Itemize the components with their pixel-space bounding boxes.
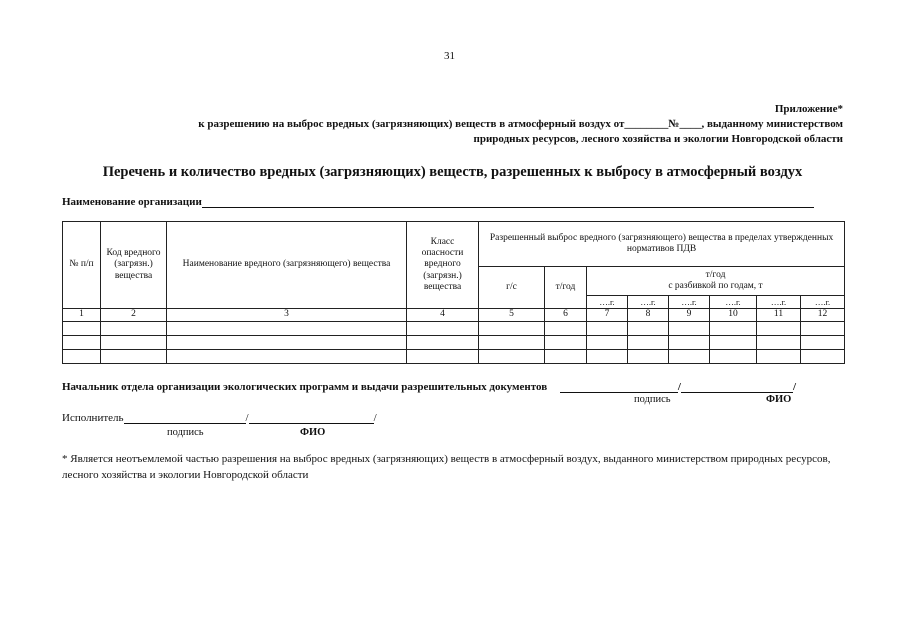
header-grams-per-second: г/с [479, 267, 545, 309]
executor-name-caption: ФИО [300, 427, 326, 438]
department-head-label: Начальник отдела организации экологических программ и выдачи разрешительных документов [62, 381, 548, 393]
column-number: 9 [669, 309, 710, 322]
table-cell[interactable] [628, 336, 669, 350]
header-substance-name: Наименование вредного (загрязняющего) вещества [167, 222, 407, 309]
table-cell[interactable] [167, 322, 407, 336]
department-head-signature-field[interactable] [560, 392, 678, 393]
header-yearly-breakdown [587, 267, 845, 296]
column-number: 11 [757, 309, 801, 322]
table-cell[interactable] [101, 322, 167, 336]
emissions-table [62, 221, 845, 364]
table-cell[interactable] [710, 350, 757, 364]
header-year-3: ….г. [669, 296, 710, 309]
column-number: 3 [167, 309, 407, 322]
department-head-signature-row: Начальник отдела организации экологических программ и выдачи разрешительных документов / / [62, 381, 797, 393]
appendix-label: Приложение* [774, 103, 843, 115]
table-cell[interactable] [628, 350, 669, 364]
header-year-2: ….г. [628, 296, 669, 309]
column-number: 4 [407, 309, 479, 322]
department-head-name-caption: ФИО [766, 394, 792, 405]
column-number: 5 [479, 309, 545, 322]
table-cell[interactable] [710, 322, 757, 336]
appendix-reference-line-1: к разрешению на выброс вредных (загрязняющих) веществ в атмосферный воздух от________№____, выданному министерством [198, 118, 843, 130]
header-year-6: ….г. [801, 296, 845, 309]
executor-signature-row: Исполнитель / / [62, 412, 377, 424]
table-cell[interactable] [63, 322, 101, 336]
executor-signature-field[interactable] [124, 423, 246, 424]
column-number: 1 [63, 309, 101, 322]
table-cell[interactable] [587, 336, 628, 350]
organization-label: Наименование организации [62, 196, 202, 208]
header-yearly-breakdown-unit: т/год [705, 269, 726, 280]
table-cell[interactable] [628, 322, 669, 336]
table-cell[interactable] [801, 322, 845, 336]
organization-name-field[interactable] [202, 207, 814, 208]
header-year-4: ….г. [710, 296, 757, 309]
table-row [63, 350, 845, 364]
table-cell[interactable] [167, 350, 407, 364]
column-number: 6 [545, 309, 587, 322]
organization-row [62, 196, 814, 208]
table-cell[interactable] [407, 336, 479, 350]
header-year-1: ….г. [587, 296, 628, 309]
page-number: 31 [444, 50, 455, 62]
column-number: 10 [710, 309, 757, 322]
table-cell[interactable] [757, 336, 801, 350]
table-cell[interactable] [479, 322, 545, 336]
document-title: Перечень и количество вредных (загрязняющих) веществ, разрешенных к выбросу в атмосферный воздух [102, 164, 803, 180]
table-cell[interactable] [801, 336, 845, 350]
table-cell[interactable] [669, 322, 710, 336]
header-substance-code: Код вредного (загрязн.) вещества [101, 222, 167, 309]
table-cell[interactable] [407, 322, 479, 336]
executor-signature-caption: подпись [167, 427, 204, 438]
column-number: 7 [587, 309, 628, 322]
table-cell[interactable] [407, 350, 479, 364]
table-row [63, 336, 845, 350]
table-cell[interactable] [545, 336, 587, 350]
table-cell[interactable] [479, 336, 545, 350]
executor-name-field[interactable] [249, 423, 374, 424]
table-cell[interactable] [63, 350, 101, 364]
table-cell[interactable] [479, 350, 545, 364]
table-row [63, 322, 845, 336]
header-year-5: ….г. [757, 296, 801, 309]
appendix-reference-line-2: природных ресурсов, лесного хозяйства и экологии Новгородской области [473, 133, 843, 145]
table-cell[interactable] [101, 336, 167, 350]
table-cell[interactable] [545, 350, 587, 364]
table-cell[interactable] [101, 350, 167, 364]
table-cell[interactable] [669, 350, 710, 364]
footnote: * Является неотъемлемой частью разрешения на выброс вредных (загрязняющих) веществ в атмосферный воздух, выданного министерством природных ресурсов, лесного хозяйства и экологии Новгородской области [62, 453, 831, 481]
header-hazard-class: Класс опасности вредного (загрязн.) вещества [407, 222, 479, 309]
table-cell[interactable] [669, 336, 710, 350]
table-cell[interactable] [587, 322, 628, 336]
column-number: 8 [628, 309, 669, 322]
table-cell[interactable] [710, 336, 757, 350]
table-cell[interactable] [545, 322, 587, 336]
table-cell[interactable] [63, 336, 101, 350]
header-yearly-breakdown-label: с разбивкой по годам, т [668, 281, 763, 291]
table-cell[interactable] [167, 336, 407, 350]
column-number: 2 [101, 309, 167, 322]
header-row-number: № п/п [63, 222, 101, 309]
table-cell[interactable] [757, 322, 801, 336]
table-cell[interactable] [801, 350, 845, 364]
table-cell[interactable] [757, 350, 801, 364]
header-allowed-emission: Разрешенный выброс вредного (загрязняющего) вещества в пределах утвержденных нормативов ПДВ [479, 222, 845, 267]
column-number: 12 [801, 309, 845, 322]
department-head-signature-caption: подпись [634, 394, 671, 405]
header-tons-per-year: т/год [545, 267, 587, 309]
column-number-row [63, 309, 845, 322]
executor-label: Исполнитель [62, 412, 124, 424]
department-head-name-field[interactable] [681, 392, 793, 393]
table-cell[interactable] [587, 350, 628, 364]
